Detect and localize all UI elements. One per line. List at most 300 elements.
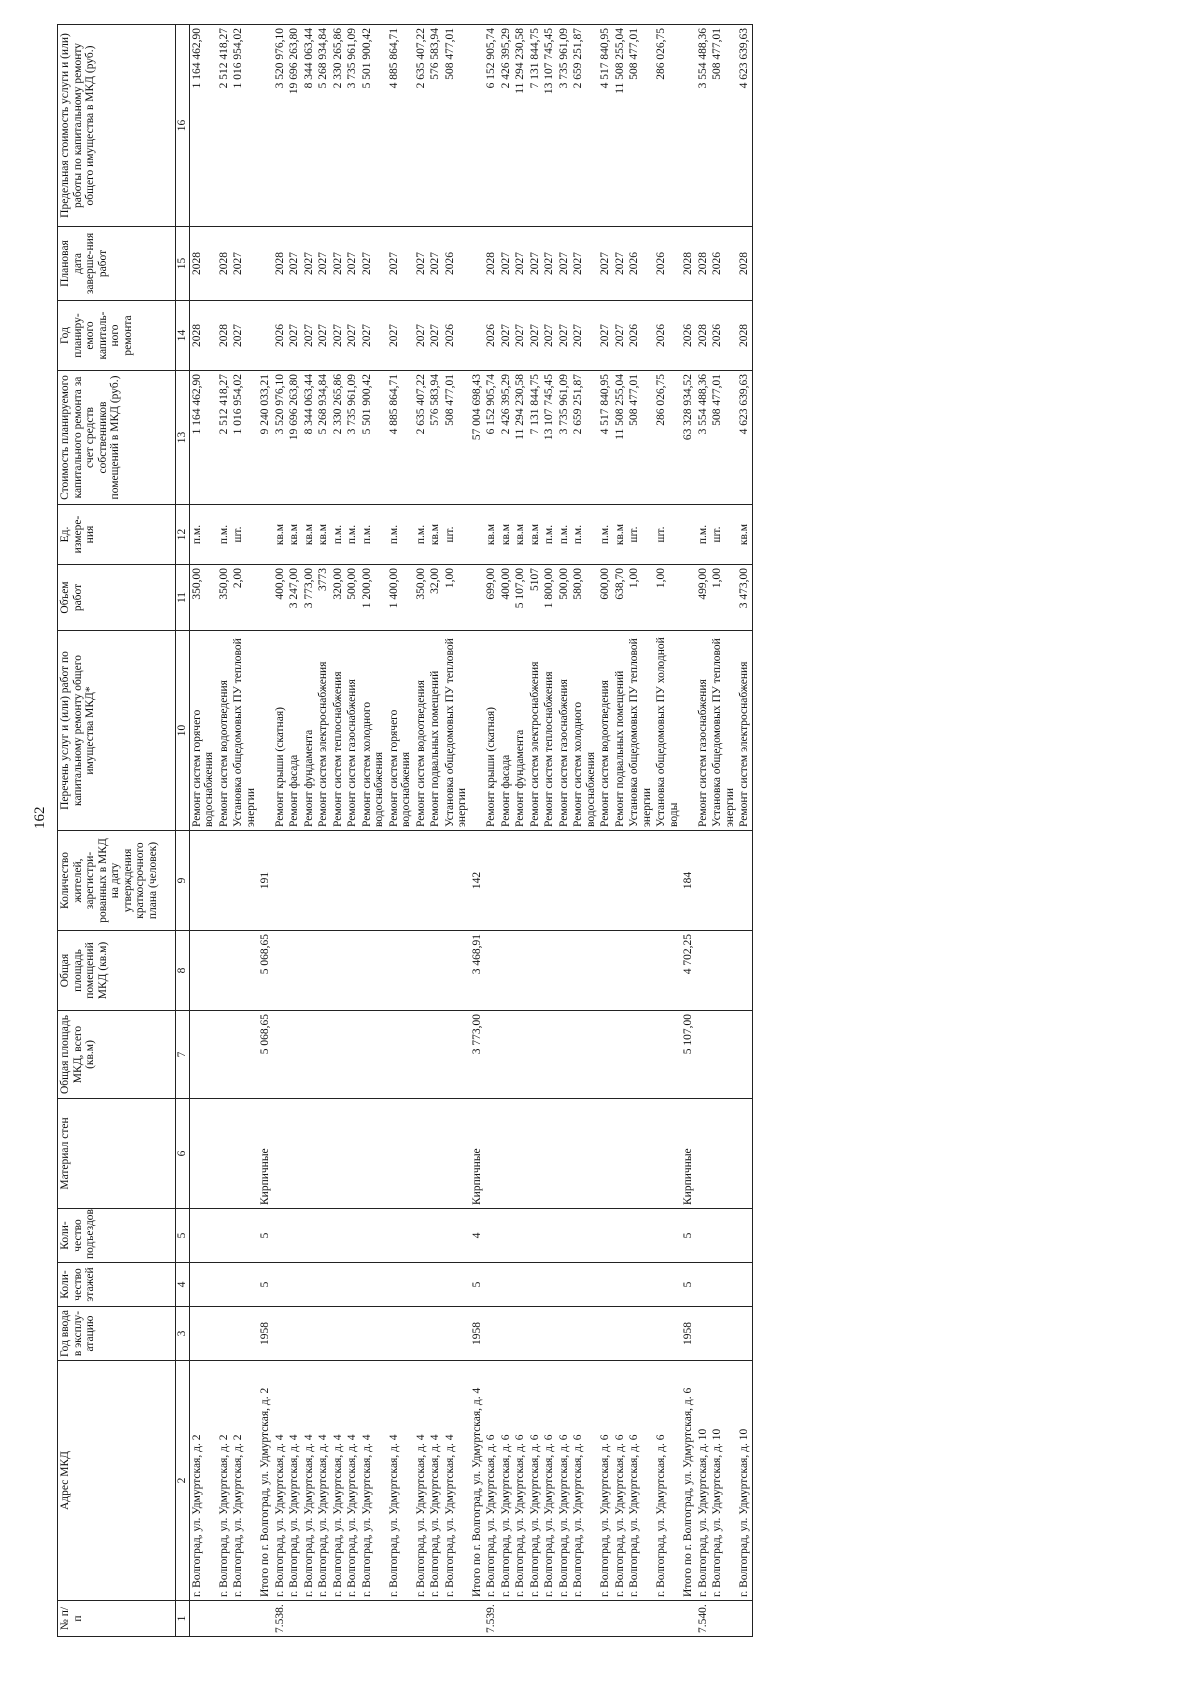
table-cell: 191 <box>258 831 273 931</box>
table-cell: 508 477,01 <box>443 25 470 227</box>
table-cell: Ремонт крыши (скатная) <box>484 631 499 831</box>
table-cell <box>499 1307 514 1361</box>
header-cell: Общая площадь помещений МКД (кв.м) <box>58 931 176 1011</box>
table-cell: 5 068,65 <box>258 1011 273 1099</box>
table-cell <box>484 1307 499 1361</box>
table-cell: 5 501 900,42 <box>360 371 387 505</box>
table-cell: г. Волгоград, ул. Удмуртская, д. 6 <box>528 1361 543 1601</box>
table-cell: 2027 <box>571 301 598 371</box>
table-cell <box>217 1601 232 1637</box>
table-cell <box>737 931 752 1011</box>
table-cell <box>287 1601 302 1637</box>
table-cell <box>513 1011 528 1099</box>
header-cell: Объем работ <box>58 565 176 631</box>
table-cell: 2026 <box>627 227 654 301</box>
table-cell <box>189 1263 217 1307</box>
table-cell <box>654 1011 681 1099</box>
table-cell <box>696 1099 711 1209</box>
table-cell <box>189 1011 217 1099</box>
table-cell <box>557 831 572 931</box>
table-cell <box>316 831 331 931</box>
table-cell: 13 107 745,45 <box>542 25 557 227</box>
table-cell: 400,00 <box>273 565 288 631</box>
table-cell <box>331 1263 346 1307</box>
table-cell: 350,00 <box>414 565 429 631</box>
table-cell: 508 477,01 <box>627 371 654 505</box>
table-cell <box>598 1263 613 1307</box>
table-body <box>189 25 752 1637</box>
table-cell: 4 517 840,95 <box>598 371 613 505</box>
table-row <box>331 25 346 1637</box>
table-cell <box>528 1099 543 1209</box>
table-cell: 499,00 <box>696 565 711 631</box>
table-cell: 508 477,01 <box>710 25 737 227</box>
table-cell <box>627 1601 654 1637</box>
table-cell: 2028 <box>189 301 217 371</box>
table-cell <box>598 831 613 931</box>
table-cell: 2027 <box>287 227 302 301</box>
table-cell: 1,00 <box>627 565 654 631</box>
table-cell <box>331 1011 346 1099</box>
table-cell <box>571 831 598 931</box>
table-cell: 2028 <box>189 227 217 301</box>
table-cell: 3 773,00 <box>302 565 317 631</box>
table-cell <box>499 1601 514 1637</box>
table-cell <box>710 931 737 1011</box>
table-cell: 11 294 230,58 <box>513 371 528 505</box>
table-cell: г. Волгоград, ул. Удмуртская, д. 4 <box>273 1361 288 1601</box>
table-cell <box>571 1601 598 1637</box>
table-cell <box>273 931 288 1011</box>
table-cell: 13 107 745,45 <box>542 371 557 505</box>
table-cell: 2026 <box>627 301 654 371</box>
table-cell <box>287 1099 302 1209</box>
table-cell <box>302 931 317 1011</box>
table-cell <box>513 1601 528 1637</box>
table-cell: 2027 <box>414 301 429 371</box>
rotated-table-container <box>57 25 1177 1637</box>
table-cell: Установка общедомовых ПУ тепловой энергии <box>627 631 654 831</box>
table-cell: п.м. <box>557 505 572 565</box>
table-cell: 2027 <box>528 301 543 371</box>
table-cell <box>217 1209 232 1263</box>
table-cell <box>513 1099 528 1209</box>
table-cell <box>189 931 217 1011</box>
header-cell: № п/п <box>58 1601 176 1637</box>
table-cell: п.м. <box>217 505 232 565</box>
table-cell: Кирпичные <box>470 1099 485 1209</box>
table-cell <box>513 1307 528 1361</box>
table-cell: 508 477,01 <box>627 25 654 227</box>
table-cell <box>331 1601 346 1637</box>
table-cell: 2027 <box>571 227 598 301</box>
table-cell <box>710 1209 737 1263</box>
table-cell: п.м. <box>598 505 613 565</box>
table-cell <box>414 931 429 1011</box>
table-row <box>484 25 499 1637</box>
column-number: 3 <box>176 1307 190 1361</box>
table-cell <box>414 1209 429 1263</box>
table-cell <box>737 1263 752 1307</box>
table-cell <box>231 1011 258 1099</box>
table-cell <box>360 1601 387 1637</box>
table-cell <box>217 1099 232 1209</box>
table-cell <box>331 931 346 1011</box>
table-cell <box>287 1307 302 1361</box>
table-cell <box>331 831 346 931</box>
table-cell: Ремонт систем газоснабжения <box>345 631 360 831</box>
table-cell <box>231 1307 258 1361</box>
table-cell: Ремонт фундамента <box>513 631 528 831</box>
column-number: 16 <box>176 25 190 227</box>
table-cell: 2027 <box>428 301 443 371</box>
table-cell: 6 152 905,74 <box>484 371 499 505</box>
column-number: 7 <box>176 1011 190 1099</box>
table-cell: 5 501 900,42 <box>360 25 387 227</box>
table-cell: 2026 <box>654 227 681 301</box>
table-cell: 11 294 230,58 <box>513 25 528 227</box>
table-cell <box>231 1209 258 1263</box>
table-cell: Ремонт систем горячего водоснабжения <box>387 631 414 831</box>
table-cell: 500,00 <box>557 565 572 631</box>
table-cell <box>189 1307 217 1361</box>
header-cell: Год планиру-емого капиталь-ного ремонта <box>58 301 176 371</box>
table-cell <box>571 1307 598 1361</box>
table-cell: 2027 <box>613 227 628 301</box>
table-cell: 4 623 639,63 <box>737 25 752 227</box>
column-number: 12 <box>176 505 190 565</box>
table-cell <box>387 931 414 1011</box>
table-cell: 1 164 462,90 <box>189 371 217 505</box>
column-number: 14 <box>176 301 190 371</box>
table-cell <box>316 1263 331 1307</box>
table-cell <box>273 1263 288 1307</box>
column-number: 8 <box>176 931 190 1011</box>
table-cell <box>571 1209 598 1263</box>
table-cell: Ремонт систем водоотведения <box>217 631 232 831</box>
table-cell: 2027 <box>598 301 613 371</box>
table-cell: Ремонт подвальных помещений <box>428 631 443 831</box>
table-cell <box>528 1011 543 1099</box>
table-cell: 7 131 844,75 <box>528 25 543 227</box>
table-cell <box>696 1263 711 1307</box>
column-number: 9 <box>176 831 190 931</box>
table-cell: 2026 <box>710 301 737 371</box>
table-cell <box>189 1209 217 1263</box>
table-cell <box>360 1307 387 1361</box>
table-cell: Итого по г. Волгоград, ул. Удмуртская, д. 4 <box>470 1361 485 1601</box>
table-cell: 2 512 418,27 <box>217 25 232 227</box>
table-cell <box>258 25 273 227</box>
total-row <box>258 25 273 1637</box>
table-cell: г. Волгоград, ул. Удмуртская, д. 4 <box>428 1361 443 1601</box>
table-cell: 9 240 033,21 <box>258 371 273 505</box>
table-cell <box>231 831 258 931</box>
table-cell: 2027 <box>302 301 317 371</box>
table-cell <box>231 1601 258 1637</box>
table-cell: 350,00 <box>217 565 232 631</box>
table-cell <box>443 1099 470 1209</box>
table-cell <box>360 1209 387 1263</box>
table-cell <box>470 227 485 301</box>
table-cell: шт. <box>627 505 654 565</box>
table-cell: 2 635 407,22 <box>414 371 429 505</box>
table-cell: 6 152 905,74 <box>484 25 499 227</box>
table-cell <box>302 1209 317 1263</box>
table-cell <box>571 1099 598 1209</box>
table-cell <box>345 1209 360 1263</box>
table-cell <box>443 1307 470 1361</box>
table-cell <box>613 1307 628 1361</box>
table-cell <box>360 831 387 931</box>
table-cell: г. Волгоград, ул. Удмуртская, д. 2 <box>231 1361 258 1601</box>
table-cell: Ремонт систем электроснабжения <box>316 631 331 831</box>
table-cell: 5 <box>681 1263 696 1307</box>
table-cell <box>470 565 485 631</box>
table-cell <box>331 1307 346 1361</box>
table-cell <box>627 831 654 931</box>
table-cell: 1,00 <box>443 565 470 631</box>
table-cell: 2027 <box>598 227 613 301</box>
page-number: 162 <box>32 806 48 829</box>
table-cell: 2028 <box>737 227 752 301</box>
table-cell: 508 477,01 <box>443 371 470 505</box>
table-row <box>414 25 429 1637</box>
table-cell: г. Волгоград, ул. Удмуртская, д. 4 <box>414 1361 429 1601</box>
table-cell: п.м. <box>696 505 711 565</box>
capital-repair-table <box>57 24 753 1637</box>
table-cell <box>387 1263 414 1307</box>
table-cell: 3 773,00 <box>470 1011 485 1099</box>
table-cell: 2027 <box>331 301 346 371</box>
table-cell: Установка общедомовых ПУ тепловой энергии <box>710 631 737 831</box>
table-cell: 2027 <box>513 301 528 371</box>
table-cell: 2026 <box>443 227 470 301</box>
table-cell: г. Волгоград, ул. Удмуртская, д. 6 <box>571 1361 598 1601</box>
table-cell: 2027 <box>542 301 557 371</box>
column-number: 10 <box>176 631 190 831</box>
table-cell <box>428 931 443 1011</box>
table-cell: 4 517 840,95 <box>598 25 613 227</box>
table-cell: 2027 <box>528 227 543 301</box>
table-cell <box>443 1263 470 1307</box>
table-cell: 2027 <box>387 227 414 301</box>
table-cell <box>345 931 360 1011</box>
table-row <box>499 25 514 1637</box>
table-cell <box>316 1099 331 1209</box>
table-cell <box>287 831 302 931</box>
table-row <box>231 25 258 1637</box>
table-cell: 2028 <box>696 227 711 301</box>
table-cell: 2027 <box>499 227 514 301</box>
table-cell: кв.м <box>737 505 752 565</box>
table-cell: г. Волгоград, ул. Удмуртская, д. 10 <box>710 1361 737 1601</box>
table-cell <box>443 1209 470 1263</box>
table-cell: г. Волгоград, ул. Удмуртская, д. 2 <box>217 1361 232 1601</box>
table-cell <box>696 1011 711 1099</box>
table-cell <box>681 25 696 227</box>
table-cell <box>557 1011 572 1099</box>
table-cell <box>513 931 528 1011</box>
table-cell: г. Волгоград, ул. Удмуртская, д. 10 <box>696 1361 711 1601</box>
table-cell <box>414 1307 429 1361</box>
table-cell: г. Волгоград, ул. Удмуртская, д. 6 <box>484 1361 499 1601</box>
header-cell: Материал стен <box>58 1099 176 1209</box>
table-cell <box>613 1601 628 1637</box>
table-cell: 4 623 639,63 <box>737 371 752 505</box>
table-cell <box>499 831 514 931</box>
table-cell: 1,00 <box>654 565 681 631</box>
table-cell: 2 330 265,86 <box>331 25 346 227</box>
table-cell <box>513 1263 528 1307</box>
table-cell <box>571 1263 598 1307</box>
table-cell: Ремонт фундамента <box>302 631 317 831</box>
table-cell <box>598 1601 613 1637</box>
table-cell <box>345 1263 360 1307</box>
table-cell: Итого по г. Волгоград, ул. Удмуртская, д. 6 <box>681 1361 696 1601</box>
table-cell <box>598 931 613 1011</box>
table-cell <box>557 931 572 1011</box>
table-cell: г. Волгоград, ул. Удмуртская, д. 6 <box>542 1361 557 1601</box>
table-cell <box>484 1263 499 1307</box>
table-cell: Итого по г. Волгоград, ул. Удмуртская, д. 2 <box>258 1361 273 1601</box>
table-cell <box>428 1307 443 1361</box>
table-cell <box>189 1601 217 1637</box>
table-cell <box>499 1099 514 1209</box>
table-cell: 2028 <box>484 227 499 301</box>
table-cell: 142 <box>470 831 485 931</box>
table-cell: 2028 <box>217 301 232 371</box>
table-cell <box>387 1099 414 1209</box>
table-row <box>528 25 543 1637</box>
table-cell <box>681 631 696 831</box>
table-cell: 3 735 961,09 <box>557 371 572 505</box>
header-cell: Перечень услуг и (или) работ по капитальному ремонту общего имущества МКД* <box>58 631 176 831</box>
header-cell: Коли-чество подъездов <box>58 1209 176 1263</box>
table-cell: кв.м <box>287 505 302 565</box>
table-cell <box>613 931 628 1011</box>
table-cell: 400,00 <box>499 565 514 631</box>
table-cell: кв.м <box>428 505 443 565</box>
table-row <box>627 25 654 1637</box>
table-cell <box>696 1209 711 1263</box>
table-cell <box>737 1099 752 1209</box>
table-row <box>557 25 572 1637</box>
column-number: 5 <box>176 1209 190 1263</box>
table-cell <box>528 1263 543 1307</box>
table-cell: г. Волгоград, ул. Удмуртская, д. 6 <box>499 1361 514 1601</box>
table-cell: п.м. <box>360 505 387 565</box>
table-cell: 7 131 844,75 <box>528 371 543 505</box>
table-cell: 320,00 <box>331 565 346 631</box>
table-cell: 5107 <box>528 565 543 631</box>
table-cell <box>542 1263 557 1307</box>
table-cell <box>499 1011 514 1099</box>
table-cell: 2027 <box>428 227 443 301</box>
table-cell <box>345 1099 360 1209</box>
table-cell: 1 200,00 <box>360 565 387 631</box>
table-cell <box>513 831 528 931</box>
table-cell: 57 004 698,43 <box>470 371 485 505</box>
table-cell: Кирпичные <box>258 1099 273 1209</box>
table-row <box>513 25 528 1637</box>
table-cell: Ремонт систем теплоснабжения <box>542 631 557 831</box>
table-cell: Ремонт систем электроснабжения <box>528 631 543 831</box>
table-cell: 2028 <box>273 227 288 301</box>
table-cell <box>654 1099 681 1209</box>
table-cell <box>273 831 288 931</box>
table-cell: 2028 <box>737 301 752 371</box>
table-cell <box>258 565 273 631</box>
table-cell: 3 247,00 <box>287 565 302 631</box>
table-cell: г. Волгоград, ул. Удмуртская, д. 4 <box>287 1361 302 1601</box>
table-cell <box>443 1601 470 1637</box>
table-cell <box>428 831 443 931</box>
table-cell <box>571 931 598 1011</box>
table-cell <box>542 931 557 1011</box>
table-cell <box>737 1209 752 1263</box>
table-cell: шт. <box>710 505 737 565</box>
table-cell: 3 735 961,09 <box>345 371 360 505</box>
table-cell <box>627 1307 654 1361</box>
table-row <box>316 25 331 1637</box>
table-cell <box>258 631 273 831</box>
table-cell <box>345 1011 360 1099</box>
table-row <box>387 25 414 1637</box>
table-cell <box>627 931 654 1011</box>
table-cell: г. Волгоград, ул. Удмуртская, д. 6 <box>513 1361 528 1601</box>
table-cell <box>273 1307 288 1361</box>
table-cell <box>598 1209 613 1263</box>
table-cell <box>696 931 711 1011</box>
table-cell <box>542 1099 557 1209</box>
table-cell: 600,00 <box>598 565 613 631</box>
table-cell: 5 <box>681 1209 696 1263</box>
table-cell: г. Волгоград, ул. Удмуртская, д. 10 <box>737 1361 752 1601</box>
table-cell: 5 107,00 <box>681 1011 696 1099</box>
table-cell: 3 735 961,09 <box>557 25 572 227</box>
table-cell: 699,00 <box>484 565 499 631</box>
table-cell: г. Волгоград, ул. Удмуртская, д. 4 <box>316 1361 331 1601</box>
table-cell: 2026 <box>273 301 288 371</box>
table-cell: Установка общедомовых ПУ тепловой энергии <box>231 631 258 831</box>
table-cell <box>710 1601 737 1637</box>
table-cell <box>681 565 696 631</box>
table-cell: 1958 <box>258 1307 273 1361</box>
header-row <box>58 25 176 1637</box>
table-cell: 350,00 <box>189 565 217 631</box>
table-row <box>287 25 302 1637</box>
table-cell <box>499 931 514 1011</box>
table-cell <box>258 301 273 371</box>
table-cell: 3 468,91 <box>470 931 485 1011</box>
total-row <box>681 25 696 1637</box>
table-cell: 2027 <box>231 227 258 301</box>
table-cell <box>331 1209 346 1263</box>
table-cell: 286 026,75 <box>654 25 681 227</box>
table-cell <box>189 831 217 931</box>
table-cell: шт. <box>443 505 470 565</box>
table-cell <box>360 1011 387 1099</box>
table-cell <box>499 1209 514 1263</box>
table-cell: п.м. <box>189 505 217 565</box>
header-cell: Адрес МКД <box>58 1361 176 1601</box>
table-cell <box>231 1263 258 1307</box>
table-cell: 32,00 <box>428 565 443 631</box>
table-cell: 1958 <box>681 1307 696 1361</box>
table-cell: кв.м <box>499 505 514 565</box>
table-cell: 576 583,94 <box>428 371 443 505</box>
